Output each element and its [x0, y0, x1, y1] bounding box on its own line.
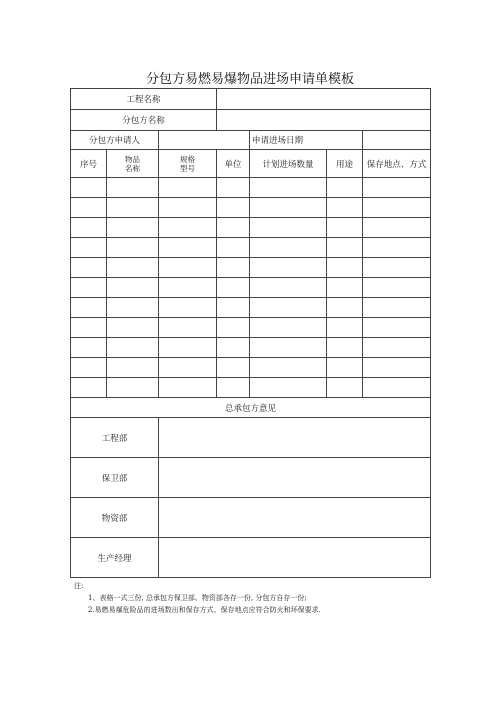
- table-row: [71, 358, 431, 378]
- project-name-row: [71, 89, 431, 110]
- table-cell[interactable]: [107, 358, 159, 378]
- item-rows: [71, 178, 431, 398]
- table-cell[interactable]: [159, 238, 217, 258]
- table-cell[interactable]: [327, 218, 363, 238]
- column-header-row: [71, 150, 431, 178]
- notes: [74, 580, 321, 616]
- table-cell[interactable]: [363, 218, 431, 238]
- table-cell[interactable]: [159, 178, 217, 198]
- table-cell[interactable]: [217, 218, 250, 238]
- table-cell[interactable]: [71, 198, 107, 218]
- table-row: [71, 218, 431, 238]
- table-cell[interactable]: [217, 318, 250, 338]
- application-form-table: [70, 88, 431, 578]
- table-cell[interactable]: [217, 338, 250, 358]
- table-cell[interactable]: [250, 178, 327, 198]
- table-row: [71, 378, 431, 398]
- col-item-name-line1: 物品: [125, 154, 140, 164]
- table-cell[interactable]: [159, 378, 217, 398]
- table-row: [71, 258, 431, 278]
- table-cell[interactable]: [217, 258, 250, 278]
- notes-label: 注:: [74, 582, 84, 590]
- approval-heading: 总承包方意见: [71, 398, 431, 418]
- table-cell[interactable]: [327, 298, 363, 318]
- table-cell[interactable]: [327, 378, 363, 398]
- table-cell[interactable]: [250, 278, 327, 298]
- table-cell[interactable]: [217, 238, 250, 258]
- col-unit: 单位: [217, 150, 250, 178]
- table-cell[interactable]: [107, 238, 159, 258]
- entry-date-field[interactable]: [363, 131, 431, 150]
- subcontractor-name-label: 分包方名称: [71, 110, 217, 131]
- table-cell[interactable]: [159, 318, 217, 338]
- table-cell[interactable]: [71, 178, 107, 198]
- table-cell[interactable]: [363, 318, 431, 338]
- table-cell[interactable]: [107, 278, 159, 298]
- dept-engineering-label: 工程部: [71, 418, 159, 458]
- applicant-row: [71, 131, 431, 150]
- table-cell[interactable]: [217, 358, 250, 378]
- approval-row-security: [71, 458, 431, 498]
- table-cell[interactable]: [159, 198, 217, 218]
- table-cell[interactable]: [71, 298, 107, 318]
- table-cell[interactable]: [159, 298, 217, 318]
- table-row: [71, 198, 431, 218]
- col-seq: 序号: [71, 150, 107, 178]
- dept-security-label: 保卫部: [71, 458, 159, 498]
- approval-row-production: [71, 538, 431, 578]
- table-cell[interactable]: [107, 338, 159, 358]
- table-cell[interactable]: [107, 258, 159, 278]
- col-spec-line1: 规格: [180, 154, 195, 164]
- table-cell[interactable]: [71, 358, 107, 378]
- table-cell[interactable]: [107, 298, 159, 318]
- table-cell[interactable]: [107, 218, 159, 238]
- dept-materials-label: 物资部: [71, 498, 159, 538]
- table-cell[interactable]: [71, 278, 107, 298]
- table-cell[interactable]: [250, 378, 327, 398]
- table-cell[interactable]: [363, 178, 431, 198]
- note-line-1: 1、表格一式三份, 总承包方保卫部、物资部各存一份, 分包方自存一份;: [88, 594, 307, 602]
- table-cell[interactable]: [250, 258, 327, 278]
- table-cell[interactable]: [250, 238, 327, 258]
- table-cell[interactable]: [250, 218, 327, 238]
- table-cell[interactable]: [250, 298, 327, 318]
- applicant-label: 分包方申请人: [71, 131, 159, 150]
- table-cell[interactable]: [363, 278, 431, 298]
- table-cell[interactable]: [250, 198, 327, 218]
- table-cell[interactable]: [327, 198, 363, 218]
- table-cell[interactable]: [71, 218, 107, 238]
- table-cell[interactable]: [217, 178, 250, 198]
- table-cell[interactable]: [363, 298, 431, 318]
- col-item-name-line2: 名称: [125, 163, 140, 173]
- table-row: [71, 278, 431, 298]
- project-name-label: 工程名称: [71, 89, 217, 110]
- table-cell[interactable]: [159, 358, 217, 378]
- table-cell[interactable]: [159, 278, 217, 298]
- table-cell[interactable]: [159, 338, 217, 358]
- table-cell[interactable]: [327, 258, 363, 278]
- table-cell[interactable]: [363, 198, 431, 218]
- approval-row-materials: [71, 498, 431, 538]
- table-cell[interactable]: [217, 198, 250, 218]
- table-cell[interactable]: [363, 238, 431, 258]
- table-cell[interactable]: [107, 318, 159, 338]
- col-usage: 用途: [327, 150, 363, 178]
- col-spec-line2: 型号: [180, 163, 195, 173]
- dept-production-opinion[interactable]: [159, 538, 431, 578]
- entry-date-label: 申请进场日期: [250, 131, 363, 150]
- col-storage: 保存地点、方式: [363, 150, 431, 178]
- dept-materials-opinion[interactable]: [159, 498, 431, 538]
- table-cell[interactable]: [250, 358, 327, 378]
- table-row: [71, 318, 431, 338]
- table-row: [71, 178, 431, 198]
- table-cell[interactable]: [363, 358, 431, 378]
- applicant-field[interactable]: [159, 131, 250, 150]
- table-cell[interactable]: [250, 338, 327, 358]
- table-cell[interactable]: [107, 198, 159, 218]
- col-spec: [159, 150, 217, 178]
- page-title: 分包方易燃易爆物品进场申请单模板: [145, 72, 354, 87]
- table-cell[interactable]: [327, 358, 363, 378]
- table-row: [71, 238, 431, 258]
- table-cell[interactable]: [327, 238, 363, 258]
- table-cell[interactable]: [159, 258, 217, 278]
- table-cell[interactable]: [327, 278, 363, 298]
- table-cell[interactable]: [327, 178, 363, 198]
- table-cell[interactable]: [363, 258, 431, 278]
- table-cell[interactable]: [71, 238, 107, 258]
- dept-engineering-opinion[interactable]: [159, 418, 431, 458]
- table-row: [71, 338, 431, 358]
- col-item-name: [107, 150, 159, 178]
- approval-heading-row: [71, 398, 431, 418]
- subcontractor-name-field[interactable]: [217, 110, 431, 131]
- table-cell[interactable]: [159, 218, 217, 238]
- table-cell[interactable]: [363, 338, 431, 358]
- project-name-field[interactable]: [217, 89, 431, 110]
- approval-row-engineering: [71, 418, 431, 458]
- table-cell[interactable]: [71, 338, 107, 358]
- table-cell[interactable]: [250, 318, 327, 338]
- table-cell[interactable]: [217, 278, 250, 298]
- table-cell[interactable]: [107, 178, 159, 198]
- table-cell[interactable]: [363, 378, 431, 398]
- subcontractor-name-row: [71, 110, 431, 131]
- table-cell[interactable]: [327, 318, 363, 338]
- table-cell[interactable]: [327, 338, 363, 358]
- table-cell[interactable]: [71, 318, 107, 338]
- table-row: [71, 298, 431, 318]
- table-cell[interactable]: [71, 258, 107, 278]
- table-cell[interactable]: [107, 378, 159, 398]
- table-cell[interactable]: [217, 378, 250, 398]
- table-cell[interactable]: [71, 378, 107, 398]
- note-line-2: 2.易燃易爆危险品的进场数出和保存方式、保存地点应符合防火和环保要求.: [88, 606, 321, 614]
- col-planned-qty: 计划进场数量: [250, 150, 327, 178]
- dept-production-label: 生产经理: [71, 538, 159, 578]
- table-cell[interactable]: [217, 298, 250, 318]
- dept-security-opinion[interactable]: [159, 458, 431, 498]
